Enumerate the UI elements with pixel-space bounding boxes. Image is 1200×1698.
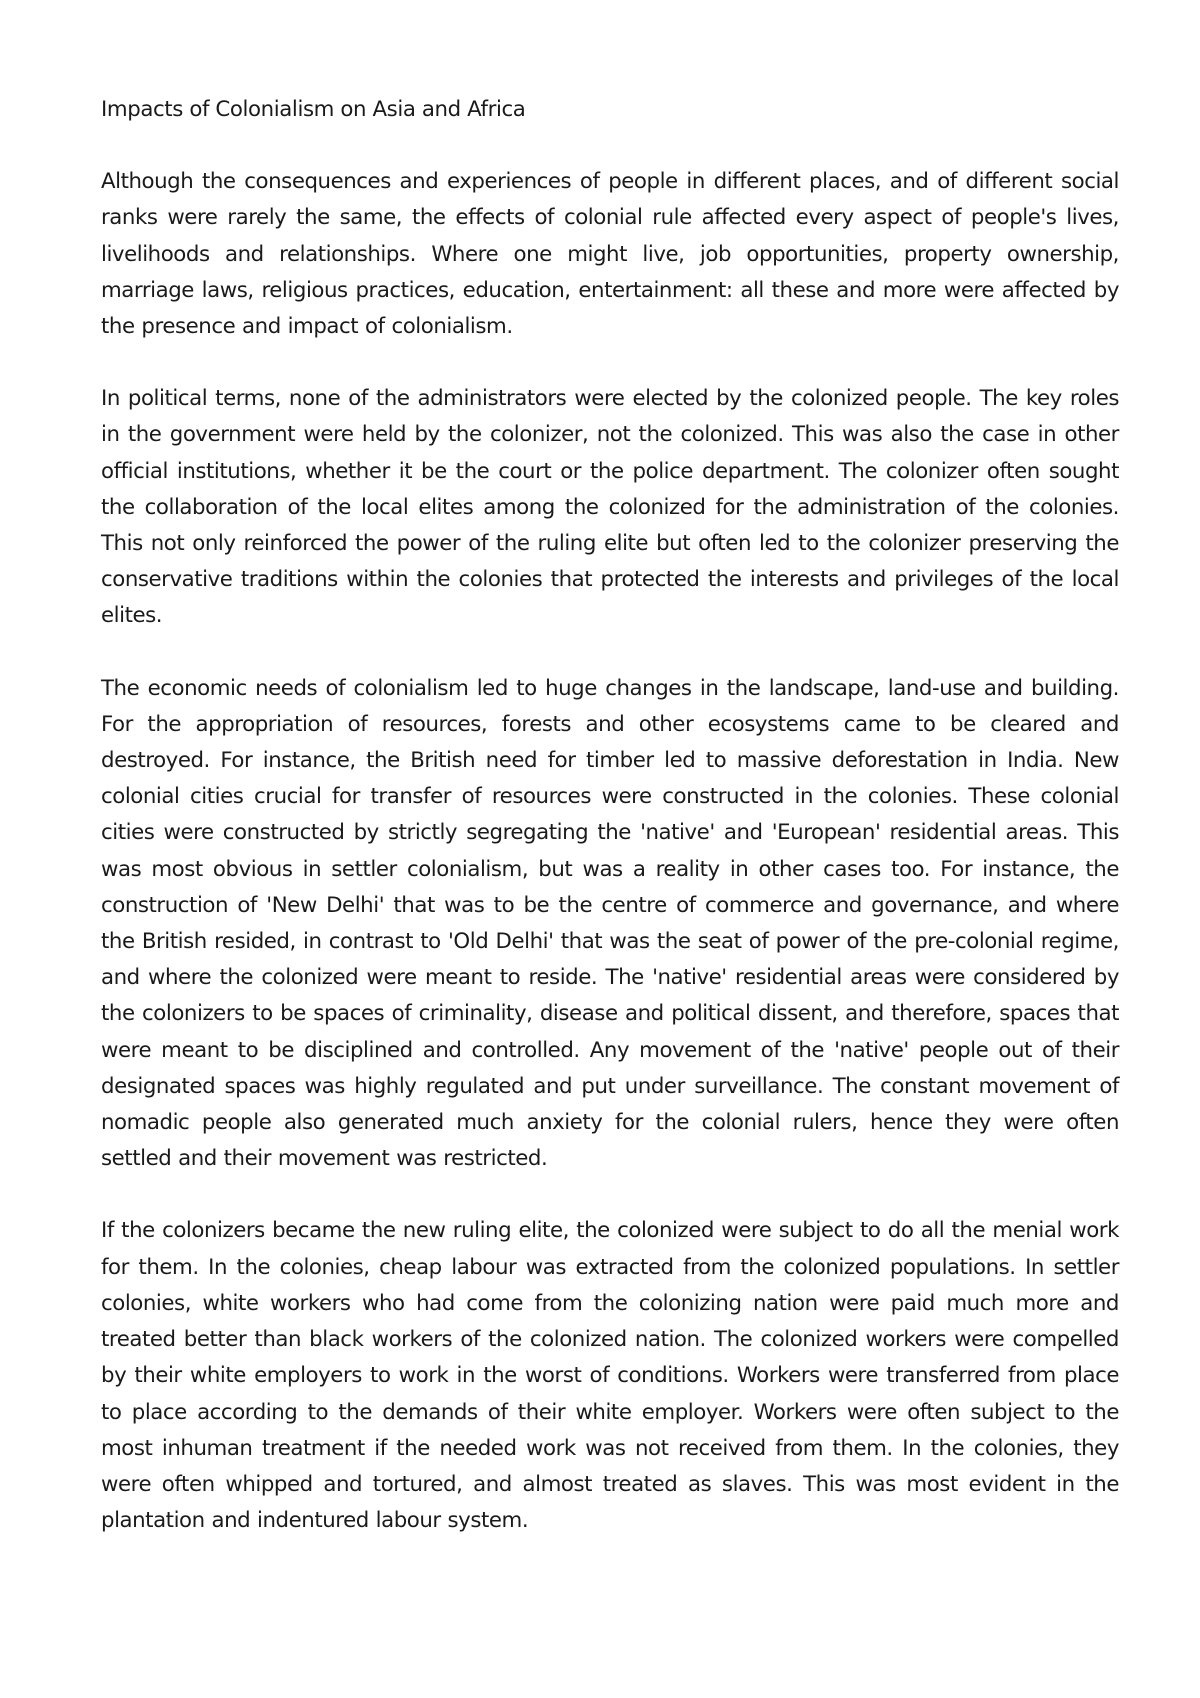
document-title: Impacts of Colonialism on Asia and Africa xyxy=(101,97,526,122)
paragraph-intro: Although the consequences and experiences of people in different places, and of different social ranks were rarely the same, the effects of colonial rule affected every aspect of people's lives, livelihoods and relationships. Where one might live, job opportunities, property ownership, marriage laws, religious practices, education, entertainment: all these and more were affected by the presence and impact of colonialism. xyxy=(101,169,1119,340)
paragraph-labour: If the colonizers became the new ruling elite, the colonized were subject to do all the menial work for them. In the colonies, cheap labour was extracted from the colonized populations. In settler colonies, white workers who had come from the colonizing nation were paid much more and treated better than black workers of the colonized nation. The colonized workers were compelled by their white employers to work in the worst of conditions. Workers were transferred from place to place according to the demands of their white employer. Workers were often subject to the most inhuman treatment if the needed work was not received from them. In the colonies, they were often whipped and tortured, and almost treated as slaves. This was most evident in the plantation and indentured labour system. xyxy=(101,1218,1119,1534)
paragraph-economic: The economic needs of colonialism led to huge changes in the landscape, land-use and building. For the appropriation of resources, forests and other ecosystems came to be cleared and destroyed. For instance, the British need for timber led to massive deforestation in India. New colonial cities crucial for transfer of resources were constructed in the colonies. These colonial cities were constructed by strictly segregating the 'native' and 'European' residential areas. This was most obvious in settler colonialism, but was a reality in other cases too. For instance, the construction of 'New Delhi' that was to be the centre of commerce and governance, and where the British resided, in contrast to 'Old Delhi' that was the seat of power of the pre-colonial regime, and where the colonized were meant to reside. The 'native' residential areas were considered by the colonizers to be spaces of criminality, disease and political dissent, and therefore, spaces that were meant to be disciplined and controlled. Any movement of the 'native' people out of their designated spaces was highly regulated and put under surveillance. The constant movement of nomadic people also generated much anxiety for the colonial rulers, hence they were often settled and their movement was restricted. xyxy=(101,675,1119,1172)
paragraph-political: In political terms, none of the administrators were elected by the colonized people. The key roles in the government were held by the colonizer, not the colonized. This was also the case in other official institutions, whether it be the court or the police department. The colonizer often sought the collaboration of the local elites among the colonized for the administration of the colonies. This not only reinforced the power of the ruling elite but often led to the colonizer preserving the conservative traditions within the colonies that protected the interests and privileges of the local elites. xyxy=(101,386,1119,629)
document-body xyxy=(101,92,1119,1539)
